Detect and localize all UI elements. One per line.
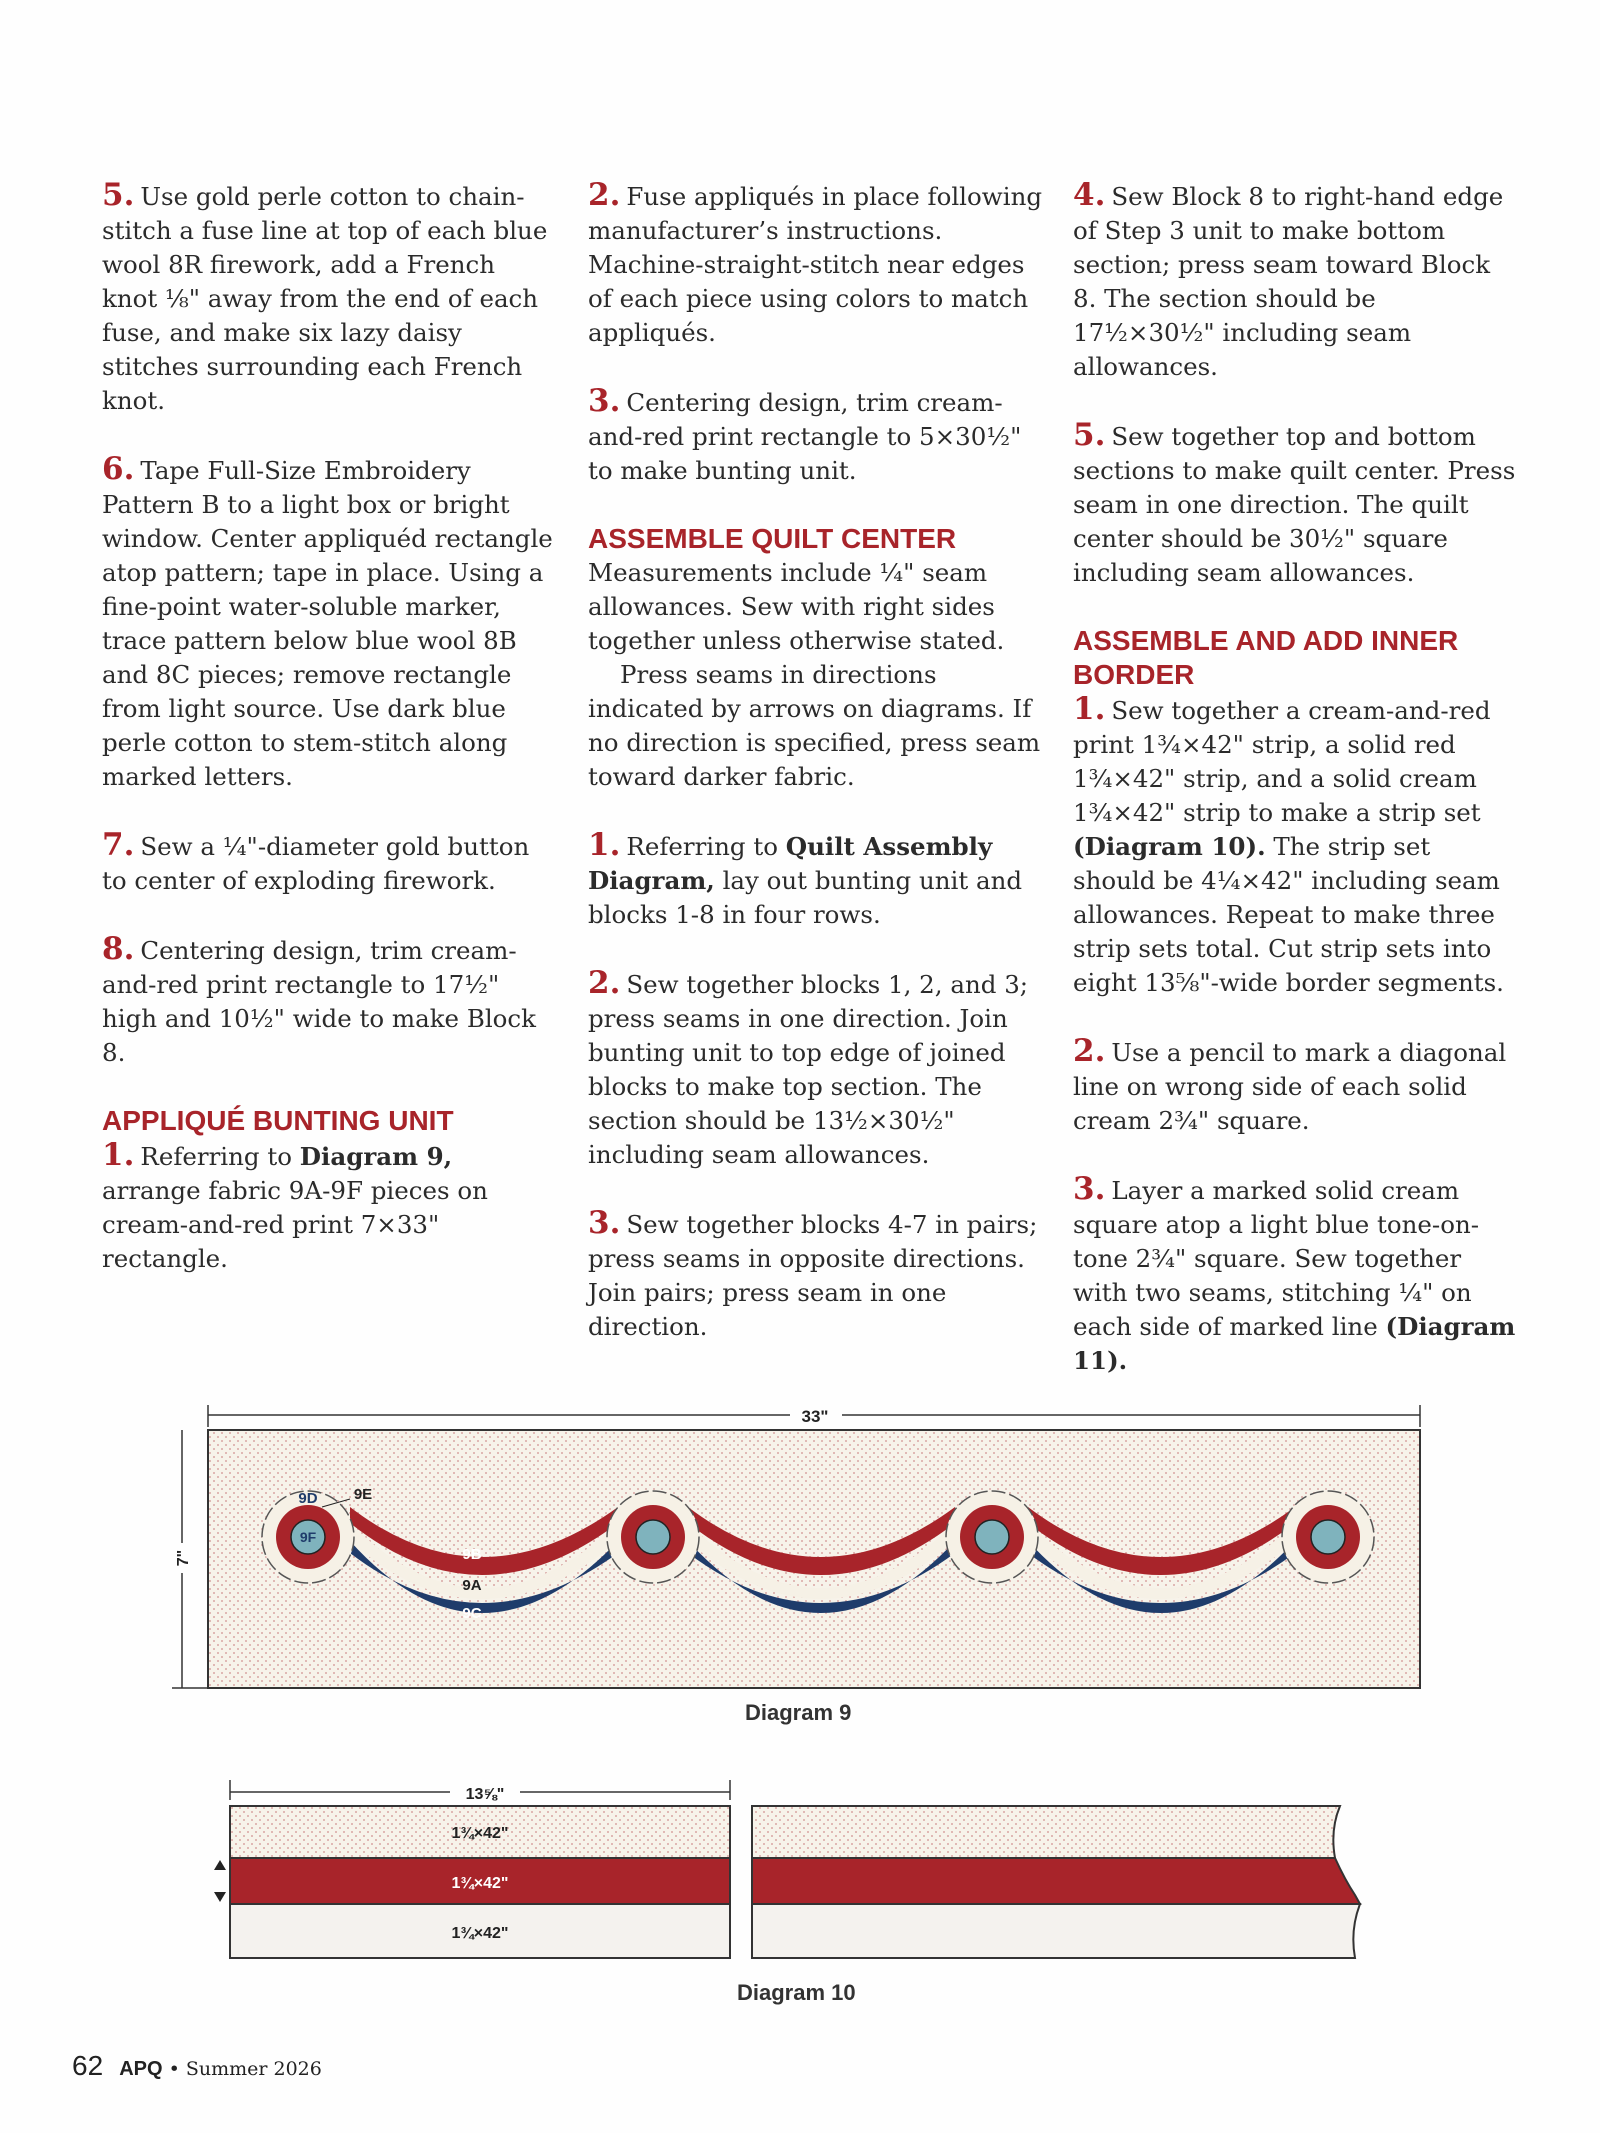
step-text: Centering design, trim cream-and-red print rectangle to 5×30½" to make bunting unit.	[588, 388, 1022, 485]
step-text: Sew together blocks 4-7 in pairs; press seams in opposite directions. Join pairs; press seam in one direction.	[588, 1210, 1038, 1341]
step-1	[102, 1138, 557, 1276]
step-number: 7.	[102, 827, 135, 863]
step-7	[102, 828, 557, 898]
diagram-9-caption: Diagram 9	[745, 1700, 852, 1725]
assemble-step-1	[588, 828, 1043, 932]
step-text: Layer a marked solid cream square atop a light blue tone-on-tone 2¾" square. Sew together with two seams, stitching ¼" on each side of marked line	[1073, 1176, 1480, 1341]
column-2	[588, 178, 1043, 1378]
page-number: 62	[72, 2050, 104, 2081]
issue-label: • Summer 2026	[168, 2058, 322, 2080]
strip-label-3: 1¾×42"	[451, 1925, 509, 1942]
step-text: Fuse appliqués in place following manufacturer’s instructions. Machine-straight-stitch near edges of each piece using colors to match appliqués.	[588, 182, 1043, 347]
step-2	[588, 178, 1043, 350]
step-number: 4.	[1073, 177, 1106, 213]
section-heading: APPLIQUÉ BUNTING UNIT	[102, 1105, 454, 1136]
step-number: 5.	[1073, 417, 1106, 453]
strip-set-segment	[230, 1806, 730, 1958]
label-9e: 9E	[353, 1486, 373, 1503]
section-heading: ASSEMBLE QUILT CENTER	[588, 523, 957, 554]
step-6	[102, 452, 557, 794]
diagram-reference: (Diagram 11).	[1073, 1312, 1516, 1375]
assemble-step-4	[1073, 178, 1518, 384]
step-text: Tape Full-Size Embroidery Pattern B to a light box or bright window. Center appliquéd rectangle atop pattern; tape in place. Using a fine-point water-soluble marker, trace pattern below blue wool 8B and 8C pieces; remove rectangle from light source. Use dark blue perle cotton to stem-stitch along marked letters.	[102, 456, 553, 791]
label-9f: 9F	[299, 1529, 317, 1545]
step-3	[588, 384, 1043, 488]
step-number: 2.	[588, 965, 621, 1001]
diagram-reference: (Diagram 10).	[1073, 832, 1266, 861]
column-3	[1073, 178, 1518, 1412]
diagram-9	[160, 1395, 1440, 1695]
step-text: Sew a ¼"-diameter gold button to center of exploding firework.	[102, 832, 530, 895]
border-step-1	[1073, 692, 1518, 1000]
step-number: 2.	[588, 177, 621, 213]
step-number: 3.	[588, 383, 621, 419]
step-number: 3.	[1073, 1171, 1106, 1207]
step-text: Referring to	[140, 1142, 300, 1171]
press-arrow-up	[214, 1860, 226, 1870]
label-9c: 9C	[462, 1605, 482, 1622]
diagram-reference: Quilt Assembly Diagram,	[588, 832, 993, 895]
step-number: 6.	[102, 451, 135, 487]
step-number: 5.	[102, 177, 135, 213]
step-number: 1.	[588, 827, 621, 863]
rosette-3	[946, 1491, 1038, 1583]
step-text: arrange fabric 9A-9F pieces on cream-and-red print 7×33" rectangle.	[102, 1176, 488, 1273]
intro-paragraph-2: Press seams in directions indicated by arrows on diagrams. If no direction is specified, press seam toward darker fabric.	[588, 660, 1041, 791]
intro-paragraph: Measurements include ¼" seam allowances. Sew with right sides together unless otherwise stated.	[588, 558, 1005, 655]
step-number: 1.	[102, 1137, 135, 1173]
strip-label-2: 1¾×42"	[451, 1875, 509, 1892]
label-9b: 9B	[462, 1546, 482, 1563]
step-text: Centering design, trim cream-and-red print rectangle to 17½" high and 10½" wide to make Block 8.	[102, 936, 536, 1067]
rosette-4	[1282, 1491, 1374, 1583]
step-text: Use a pencil to mark a diagonal line on wrong side of each solid cream 2¾" square.	[1073, 1038, 1507, 1135]
border-step-2	[1073, 1034, 1518, 1138]
label-9a: 9A	[462, 1577, 482, 1594]
step-text: Use gold perle cotton to chain-stitch a fuse line at top of each blue wool 8R firework, add a French knot ⅛" away from the end of each fuse, and make six lazy daisy stitches surrounding each French knot.	[102, 182, 548, 415]
rosette-2	[607, 1491, 699, 1583]
step-text: Sew together a cream-and-red print 1¾×42" strip, a solid red 1¾×42" strip, and a solid cream 1¾×42" strip to make a strip set	[1073, 696, 1491, 827]
width-label: 33"	[801, 1407, 829, 1426]
column-1	[102, 178, 557, 1310]
step-text: Sew Block 8 to right-hand edge of Step 3 unit to make bottom section; press seam toward Block 8. The section should be 17½×30½" including seam allowances.	[1073, 182, 1504, 381]
strip-set-remainder	[752, 1806, 1360, 1958]
step-number: 3.	[588, 1205, 621, 1241]
diagram-10-caption: Diagram 10	[737, 1980, 856, 2005]
page-footer	[72, 2050, 322, 2082]
step-text: Sew together top and bottom sections to make quilt center. Press seam in one direction. The quilt center should be 30½" square including seam allowances.	[1073, 422, 1516, 587]
width-label: 13⅝"	[465, 1786, 505, 1803]
step-text: The strip set should be 4¼×42" including seam allowances. Repeat to make three strip sets total. Cut strip sets into eight 13⅝"-wide border segments.	[1073, 832, 1504, 997]
magazine-name: APQ	[119, 2058, 163, 2080]
press-arrow-down	[214, 1892, 226, 1902]
step-text: lay out bunting unit and blocks 1-8 in four rows.	[588, 866, 1023, 929]
step-text: Sew together blocks 1, 2, and 3; press seams in one direction. Join bunting unit to top edge of joined blocks to make top section. The section should be 13½×30½" including seam allowances.	[588, 970, 1029, 1169]
diagram-reference: Diagram 9,	[299, 1142, 453, 1171]
step-number: 8.	[102, 931, 135, 967]
assemble-step-3	[588, 1206, 1043, 1344]
label-9d: 9D	[298, 1490, 318, 1507]
height-label: 7"	[175, 1549, 192, 1567]
step-5	[102, 178, 557, 418]
step-number: 2.	[1073, 1033, 1106, 1069]
step-number: 1.	[1073, 691, 1106, 727]
assemble-step-2	[588, 966, 1043, 1172]
assemble-step-5	[1073, 418, 1518, 590]
step-8	[102, 932, 557, 1070]
step-text: Referring to	[626, 832, 786, 861]
border-step-3	[1073, 1172, 1518, 1378]
strip-label-1: 1¾×42"	[451, 1825, 509, 1842]
diagram-10	[210, 1770, 1370, 1970]
section-heading: ASSEMBLE AND ADD INNER BORDER	[1073, 625, 1459, 690]
